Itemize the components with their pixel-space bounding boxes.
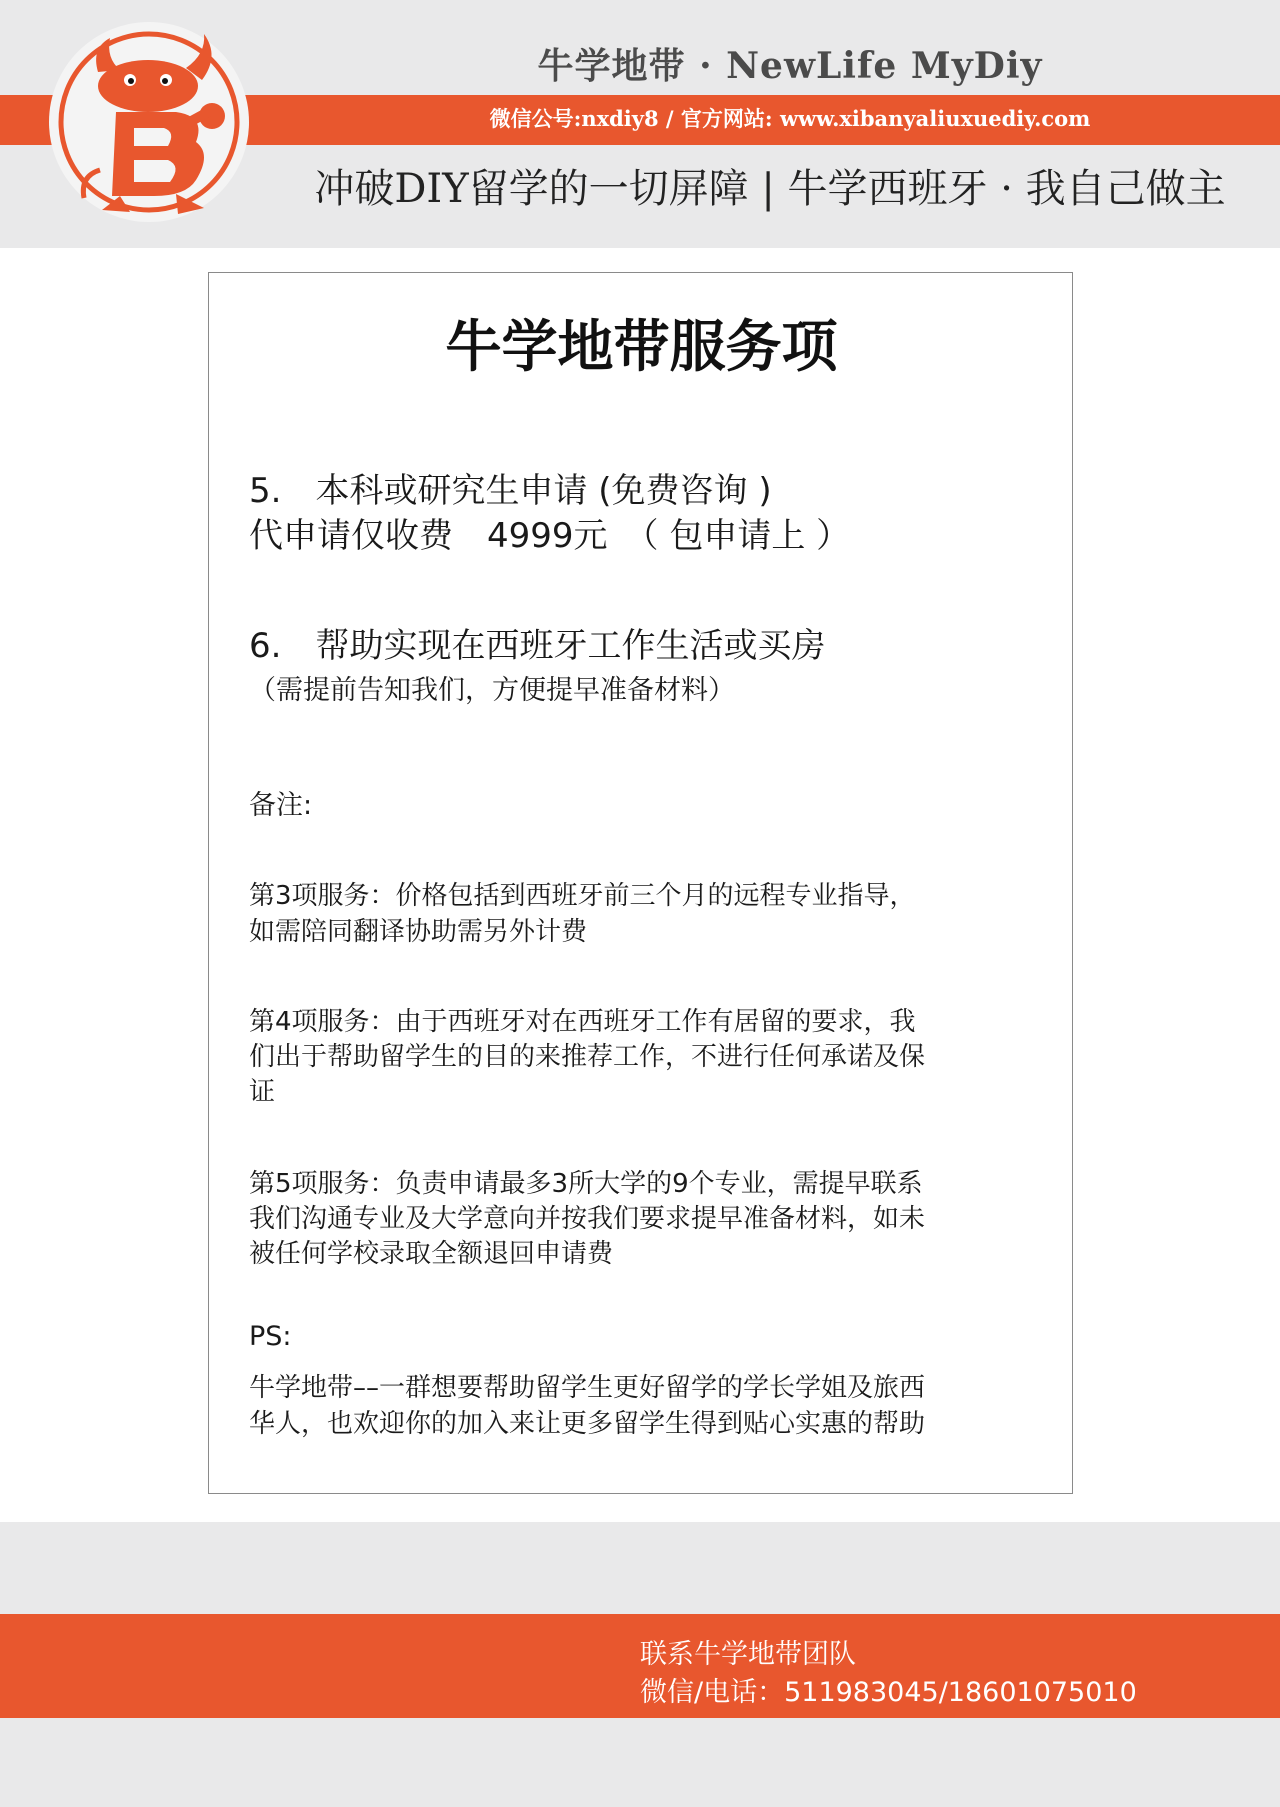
- header-slogan: 冲破DIY留学的一切屏障 | 牛学西班牙 · 我自己做主: [314, 166, 1226, 212]
- header-contact-line: 微信公号:nxdiy8 / 官方网站: www.xibanyaliuxuediy.com: [489, 106, 1091, 131]
- item5-heading: 5. 本科或研究生申请 (免费咨询 ): [249, 471, 772, 511]
- footer-contact-heading: 联系牛学地带团队: [640, 1639, 856, 1670]
- remark5-line: 被任何学校录取全额退回申请费: [249, 1239, 614, 1269]
- footer-gray-band: [0, 1522, 1280, 1614]
- bull-mascot-logo-icon: [36, 20, 262, 224]
- remark4-line: 们出于帮助留学生的目的来推荐工作，不进行任何承诺及保: [249, 1042, 926, 1072]
- footer-bottom-band: [0, 1718, 1280, 1807]
- card-title: 牛学地带服务项: [445, 314, 838, 380]
- item6-heading: 6. 帮助实现在西班牙工作生活或买房: [249, 626, 826, 666]
- footer-contact-band: [0, 1614, 1280, 1718]
- remarks-label: 备注:: [249, 790, 313, 821]
- remark3-line: 第3项服务：价格包括到西班牙前三个月的远程专业指导，: [249, 881, 916, 911]
- remark4-line: 证: [249, 1077, 276, 1107]
- item5-price: 代申请仅收费 4999元 （ 包申请上 ）: [249, 516, 851, 556]
- service-card: [208, 272, 1073, 1494]
- remark4-line: 第4项服务：由于西班牙对在西班牙工作有居留的要求，我: [249, 1007, 916, 1037]
- ps-line: 牛学地带––一群想要帮助留学生更好留学的学长学姐及旅西: [249, 1373, 926, 1403]
- item6-note: （需提前告知我们，方便提早准备材料）: [249, 675, 735, 706]
- remark3-line: 如需陪同翻译协助需另外计费: [249, 917, 588, 947]
- remark5-line: 我们沟通专业及大学意向并按我们要求提早准备材料，如未: [249, 1204, 926, 1234]
- ps-line: 华人，也欢迎你的加入来让更多留学生得到贴心实惠的帮助: [249, 1409, 926, 1439]
- footer-contact-numbers: 微信/电话：511983045/18601075010: [640, 1677, 1137, 1708]
- brand-title: 牛学地带 · NewLife MyDiy: [537, 45, 1043, 87]
- ps-label: PS:: [249, 1321, 292, 1352]
- remark5-line: 第5项服务：负责申请最多3所大学的9个专业，需提早联系: [249, 1169, 923, 1199]
